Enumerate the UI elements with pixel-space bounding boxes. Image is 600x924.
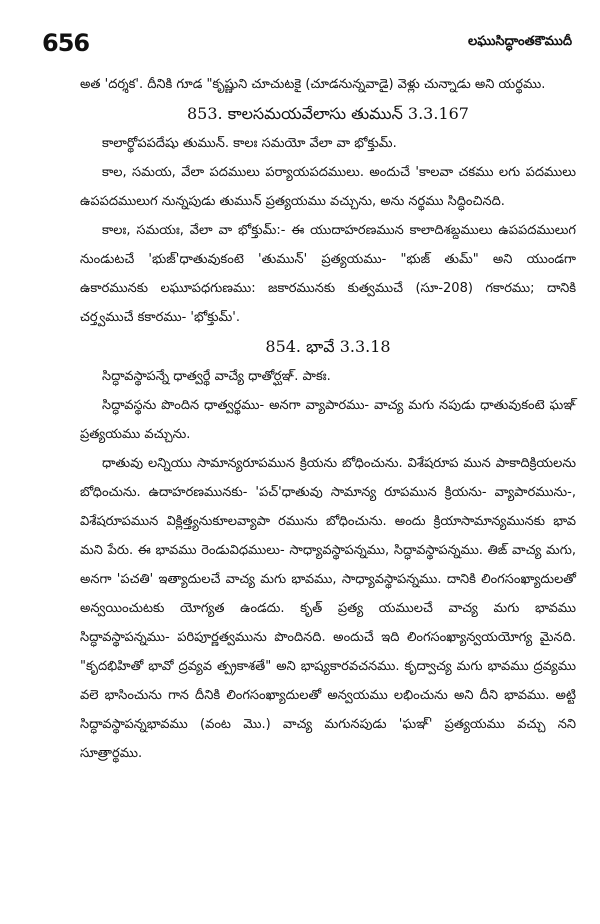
body-text bbox=[80, 70, 576, 768]
sutra-853-explanation: కాల, సమయ, వేలా పదములు పర్యాయపదములు. అందుచే 'కాలవా చకము లగు పదములు ఉపపదములుగ నున్నపుడు తుమున్ ప్రత్యయము వచ్చును, అను నర్థము సిద్ధించినది. bbox=[80, 165, 576, 209]
sutra-853-example: కాలః, సమయః, వేలా వా భోక్తుమ్:- ఈ యుదాహరణమున కాలాదిశబ్దములు ఉపపదములుగ నుండుటచే 'భుజ్'ధాతువుకంటె 'తుమున్' ప్రత్యయము- "భుజ్ తుమ్" అని యుండగా ఉకారమునకు లఘూపధగుణము: జకారమునకు కుత్వముచే (సూ-208) గకారము; దానికి చర్త్వముచే కకారము- 'భోక్తుమ్'. bbox=[80, 223, 576, 325]
running-title: లఘుసిద్ధాంతకౌముదీ bbox=[468, 34, 572, 49]
sutra-854-discussion: ధాతువు లన్నియు సామాన్యరూపమున క్రియను బోధించును. విశేషరూప మున పాకాదిక్రియలను బోధించును. ఉదాహరణమునకు- 'పచ్'ధాతువు సామాన్య రూపమున క్రియను- వ్యాపారమును-, విశేషరూపమున విక్లిత్త్యనుకూలవ్యాపా రమును బోధించును. అందు క్రియాసామాన్యమునకు భావ మని పేరు. ఈ భావము రెండువిధములు- సాధ్యావస్థాపన్నము, సిద్ధావస్థాపన్నము. తిఙ్ వాచ్య మగు, అనగా 'పచతి' ఇత్యాదులచే వాచ్య మగు భావము, సాధ్యావస్థాపన్నము. దానికి లింగసంఖ్యాదులతో అన్వయించుటకు యోగ్యత ఉండదు. కృత్ ప్రత్య యములచే వాచ్య మగు భావము సిద్ధావస్థాపన్నము- పరిపూర్ణత్వమును పొందినది. అందుచే ఇది లింగసంఖ్యాన్వయయోగ్య మైనది. "కృదభిహితో భావో ద్రవ్యవ త్ప్రకాశతే" అని భాష్యకారవచనము. కృద్వాచ్య మగు భావము ద్రవ్యము వలె భాసించును గాన దీనికి లింగసంఖ్యాదులతో అన్వయము లభించును అని దీని భావము. అట్టి సిద్ధావస్థాపన్నభావము (వంట మొ.) వాచ్య మగునపుడు 'ఘఞ్' ప్రత్యయము వచ్చు నని సూత్రార్థము. bbox=[80, 456, 576, 761]
sutra-854-explanation: సిద్ధావస్థను పొందిన ధాత్వర్థము- అనగా వ్యాపారము- వాచ్య మగు నపుడు ధాతువుకంటె ఘఞ్ ప్రత్యయము వచ్చును. bbox=[80, 398, 576, 442]
sutra-853-heading: 853. కాలసమయవేలాసు తుమున్ 3.3.167 bbox=[187, 104, 469, 123]
page-number: 656 bbox=[42, 29, 90, 57]
sutra-853-vritti: కాలార్థోపపదేషు తుమున్. కాలః సమయో వేలా వా భోక్తుమ్. bbox=[102, 136, 397, 151]
sutra-854-vritti: సిద్ధావస్థాపన్నే ధాత్వర్థే వాచ్యే ధాతోర్ఘఞ్. పాకః. bbox=[102, 369, 331, 384]
page-header bbox=[42, 28, 572, 58]
sutra-854-heading: 854. భావే 3.3.18 bbox=[265, 337, 391, 356]
intro-paragraph: అత 'దర్శక'. దీనికి గూడ "కృష్ణుని చూచుటకై (చూడనున్నవాడై) వెళ్లు చున్నాడు అని యర్థము. bbox=[80, 77, 546, 92]
